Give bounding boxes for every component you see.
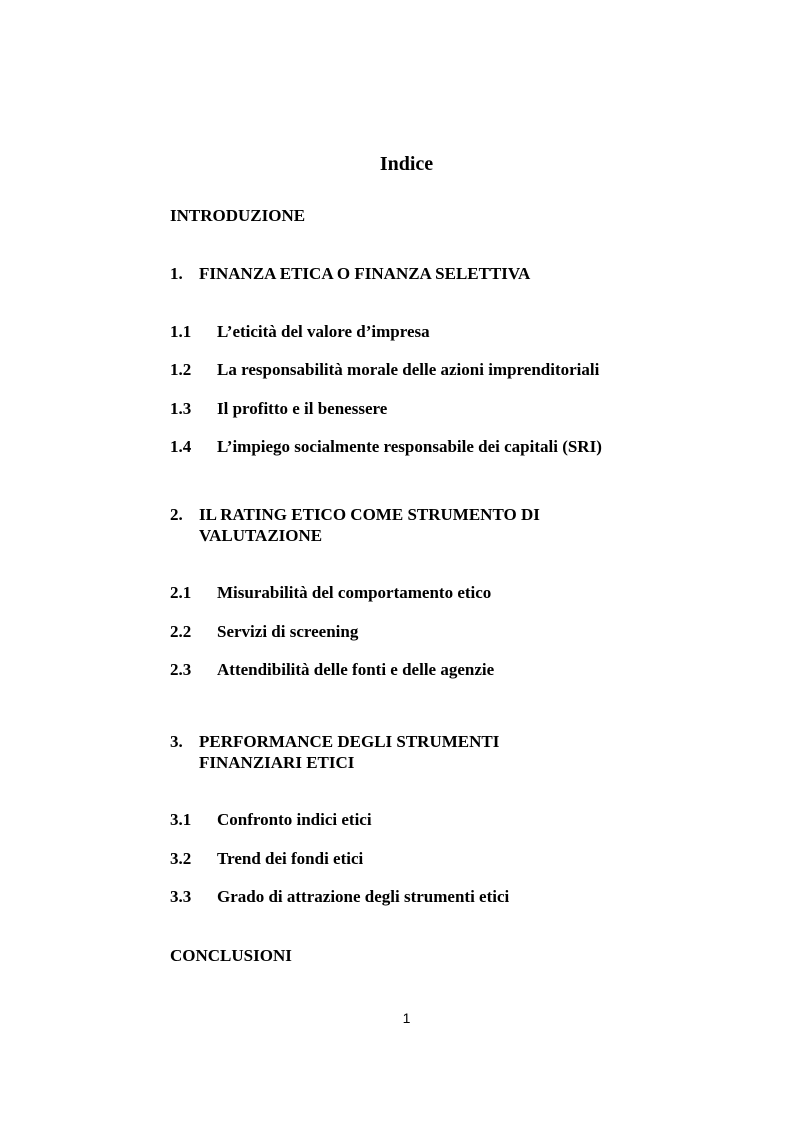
toc-section-2-3	[170, 659, 494, 680]
toc-section-2-1	[170, 582, 491, 603]
section-title: L’eticità del valore d’impresa	[217, 322, 430, 341]
toc-section-3-2	[170, 848, 363, 869]
toc-chapter-3	[170, 731, 500, 772]
section-number: 1.4	[170, 437, 192, 456]
section-title: Servizi di screening	[217, 622, 359, 641]
section-title: Grado di attrazione degli strumenti etici	[217, 887, 510, 906]
section-number: 1.2	[170, 360, 192, 379]
section-number: 1.3	[170, 399, 192, 418]
section-number: 3.2	[170, 849, 192, 868]
section-title: La responsabilità morale delle azioni imprenditoriali	[217, 360, 600, 379]
section-title: Confronto indici etici	[217, 810, 372, 829]
chapter-number: 2.	[170, 505, 183, 524]
toc-section-1-1	[170, 321, 430, 342]
chapter-number: 3.	[170, 732, 183, 751]
toc-section-1-3	[170, 398, 387, 419]
chapter-number: 1.	[170, 264, 183, 283]
section-title: Trend dei fondi etici	[217, 849, 364, 868]
toc-section-3-3	[170, 886, 509, 907]
toc-introduzione: INTRODUZIONE	[170, 206, 306, 225]
page-title: Indice	[379, 153, 434, 175]
toc-conclusioni: CONCLUSIONI	[170, 946, 292, 965]
toc-chapter-1	[170, 263, 530, 284]
section-title: L’impiego socialmente responsabile dei capitali (SRI)	[217, 437, 602, 456]
toc-section-1-4	[170, 436, 602, 457]
toc-section-3-1	[170, 809, 372, 830]
section-title: Il profitto e il benessere	[217, 399, 388, 418]
section-number: 2.1	[170, 583, 192, 602]
chapter-title-line-1: IL RATING ETICO COME STRUMENTO DI	[199, 505, 540, 524]
page-number: 1	[402, 1010, 411, 1026]
toc-section-1-2	[170, 359, 599, 380]
section-number: 2.3	[170, 660, 192, 679]
section-title: Attendibilità delle fonti e delle agenzie	[217, 660, 495, 679]
chapter-title: FINANZA ETICA O FINANZA SELETTIVA	[199, 264, 531, 283]
section-number: 1.1	[170, 322, 192, 341]
section-number: 2.2	[170, 622, 192, 641]
chapter-title-line-2: VALUTAZIONE	[199, 526, 323, 545]
section-title: Misurabilità del comportamento etico	[217, 583, 492, 602]
toc-chapter-2	[170, 504, 540, 545]
section-number: 3.3	[170, 887, 192, 906]
section-number: 3.1	[170, 810, 192, 829]
toc-section-2-2	[170, 621, 358, 642]
chapter-title-line-2: FINANZIARI ETICI	[199, 753, 355, 772]
chapter-title-line-1: PERFORMANCE DEGLI STRUMENTI	[199, 732, 500, 751]
